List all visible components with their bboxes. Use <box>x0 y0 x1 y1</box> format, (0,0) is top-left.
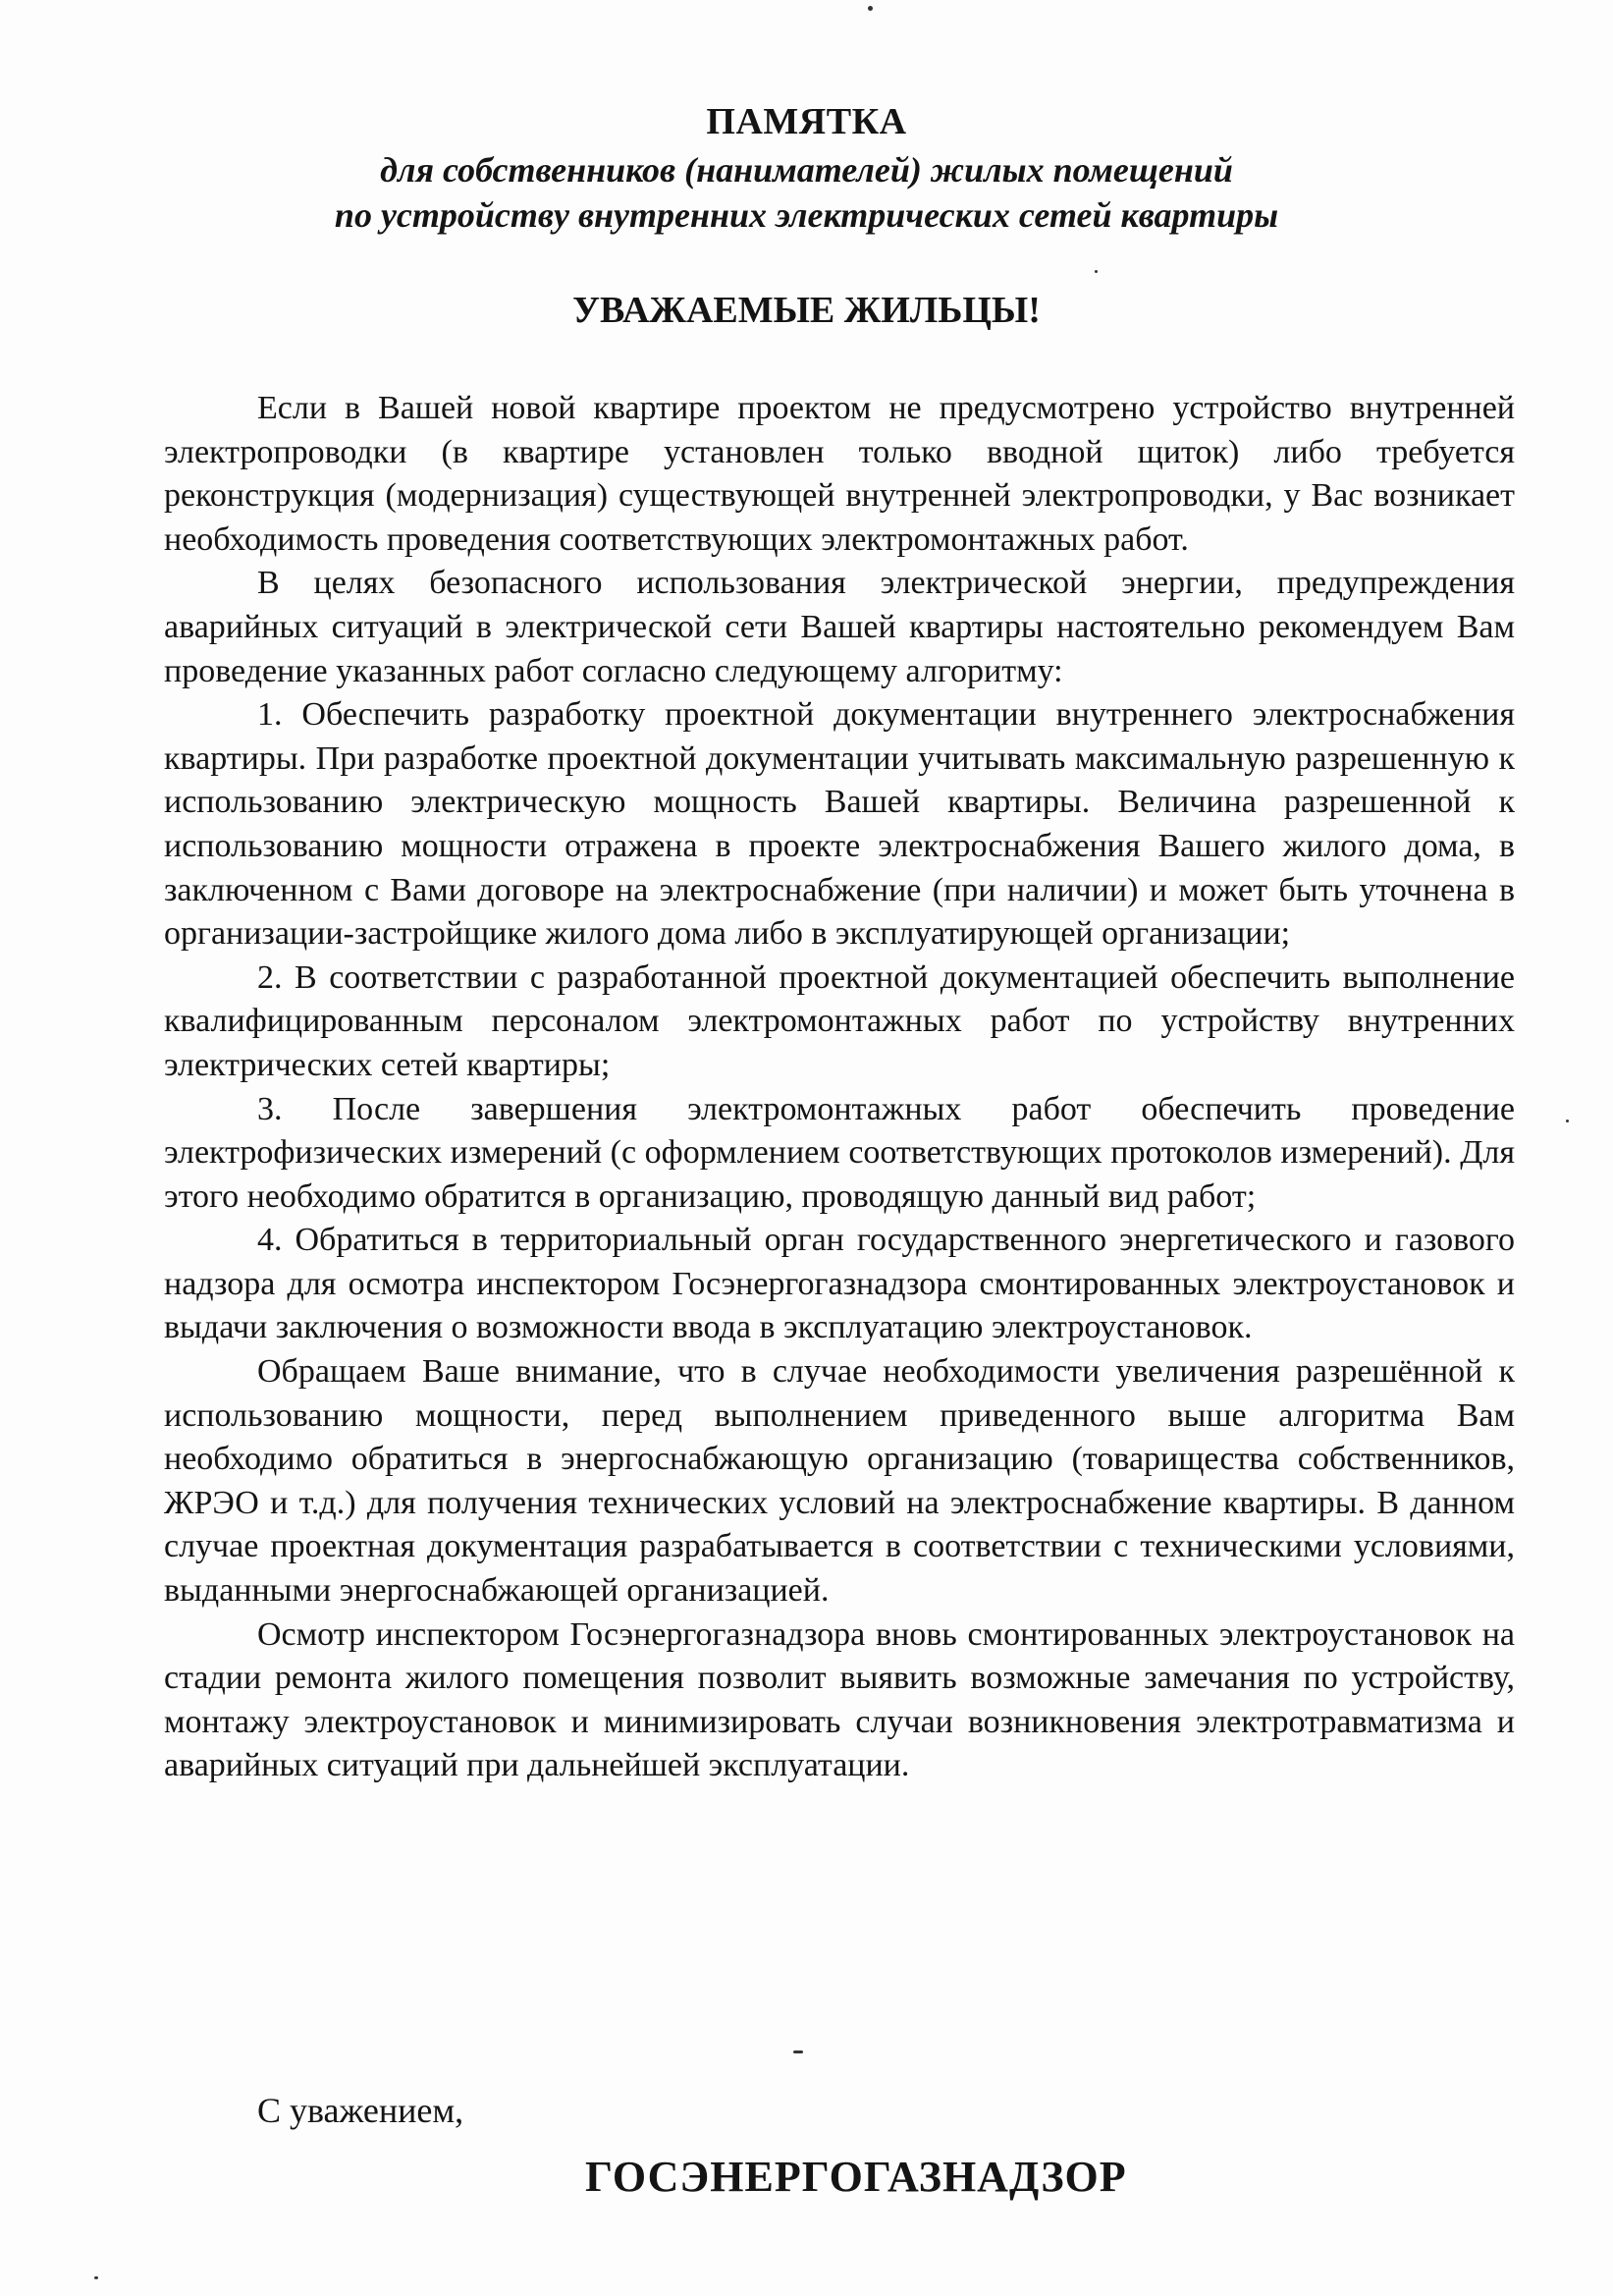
paragraph-attention: Обращаем Ваше внимание, что в случае необходимости увеличения разрешённой к использованию мощности, перед выполнением приведенного выше алгоритма Вам необходимо обратиться в энергоснабжающую организацию (товарищества собственников, ЖРЭО и т.д.) для получения технических условий на электроснабжение квартиры. В данном случае проектная документация разрабатывается в соответствии с техническими условиями, выданными энергоснабжающей организацией. <box>164 1353 1515 1610</box>
signature-organization: ГОСЭНЕРГОГАЗНАДЗОР <box>585 2153 1127 2201</box>
closing-phrase: С уважением, <box>257 2091 464 2130</box>
list-item-1: 1. Обеспечить разработку проектной документации внутреннего электроснабжения квартиры. При разработке проектной документации учитывать максимальную разрешенную к использованию электрическую мощность Вашей квартиры. Величина разрешенной к использованию мощности отражена в проекте электроснабжения Вашего жилого дома, в заключенном с Вами договоре на электроснабжение (при наличии) и может быть уточнена в организации-застройщике жилого дома либо в эксплуатирующей организации; <box>164 696 1515 953</box>
document-subtitle <box>0 147 1613 238</box>
paragraph-inspection: Осмотр инспектором Госэнергогазнадзора вновь смонтированных электроустановок на стадии ремонта жилого помещения позволит выявить возможные замечания по устройству, монтажу электроустановок и минимизировать случаи возникновения электротравматизма и аварийных ситуаций при дальнейшей эксплуатации. <box>164 1615 1515 1784</box>
paragraph-purpose: В целях безопасного использования электрической энергии, предупреждения аварийных ситуаций в электрической сети Вашей квартиры настоятельно рекомендуем Вам проведение указанных работ согласно следующему алгоритму: <box>164 565 1515 689</box>
scan-speck <box>1566 1120 1569 1122</box>
scan-speck <box>868 6 873 11</box>
list-item-3: 3. После завершения электромонтажных работ обеспечить проведение электрофизических измерений (с оформлением соответствующих протоколов измерений). Для этого необходимо обратится в организацию, проводящую данный вид работ; <box>164 1090 1515 1215</box>
list-item-4: 4. Обратиться в территориальный орган государственного энергетического и газового надзора для осмотра инспектором Госэнергогазнадзора смонтированных электроустановок и выдачи заключения о возможности ввода в эксплуатацию электроустановок. <box>164 1222 1515 1346</box>
paragraph-intro: Если в Вашей новой квартире проектом не предусмотрено устройство внутренней электропроводки (в квартире установлен только вводной щиток) либо требуется реконструкция (модернизация) существующей внутренней электропроводки, у Вас возникает необходимость проведения соответствующих электромонтажных работ. <box>164 390 1515 558</box>
subtitle-line-1: для собственников (нанимателей) жилых помещений <box>380 150 1233 190</box>
document-title: ПАМЯТКА <box>706 101 907 142</box>
document-body <box>164 387 1515 1788</box>
scan-speck <box>793 2050 803 2053</box>
subtitle-line-2: по устройству внутренних электрических сетей квартиры <box>334 195 1279 235</box>
greeting-heading: УВАЖАЕМЫЕ ЖИЛЬЦЫ! <box>572 290 1041 331</box>
scan-speck <box>1095 270 1098 273</box>
scan-speck <box>94 2276 98 2279</box>
list-item-2: 2. В соответствии с разработанной проектной документацией обеспечить выполнение квалифицированным персоналом электромонтажных работ по устройству внутренних электрических сетей квартиры; <box>164 958 1515 1083</box>
